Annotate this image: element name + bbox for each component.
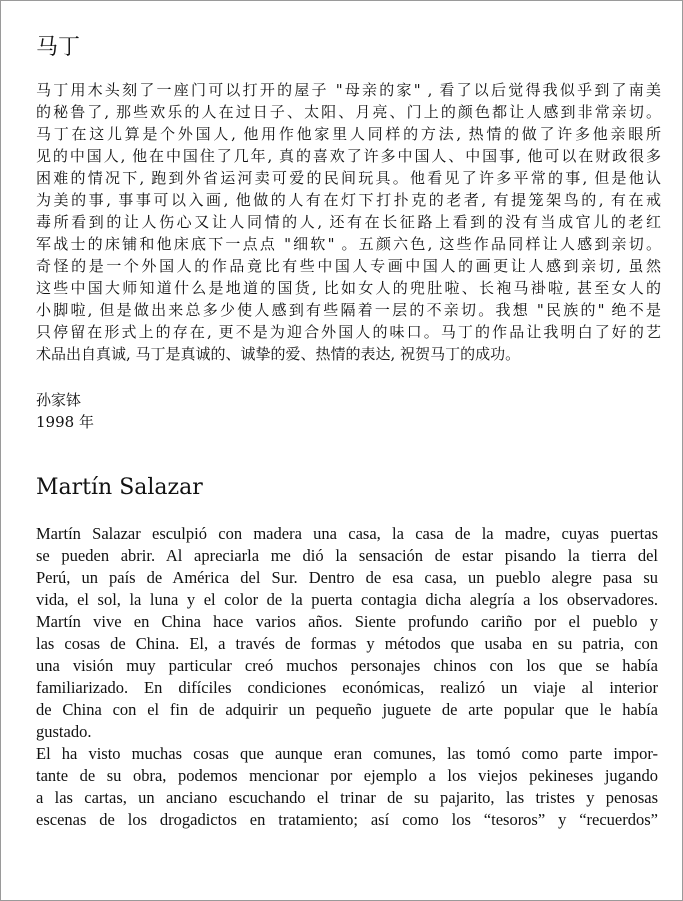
spanish-text-line: las cosas de China. El, a través de formas y métodos que usaba en su patria, con	[36, 634, 658, 653]
spanish-text-line: a las cartas, un anciano escuchando el trinar de su pajarito, las tristes y penosas	[36, 788, 658, 807]
spanish-text-line: escenas de los drogadictos en tratamiento; así como los “tesoros” y “recuerdos”	[36, 810, 658, 829]
chinese-text-line: 为美的事, 事事可以入画, 他做的人有在灯下打扑克的老者, 有提笼架鸟的, 有在戒	[36, 191, 661, 209]
signature-date: 1998 年	[36, 413, 94, 431]
spanish-text-line: Martín vive en China hace varios años. Siente profundo cariño por el pueblo y	[36, 612, 658, 631]
chinese-text-line: 见的中国人, 他在中国住了几年, 真的喜欢了许多中国人、中国事, 他可以在财政很多	[36, 147, 661, 165]
chinese-text-line: 这些中国大师知道什么是地道的国货, 比如女人的兜肚啦、长袍马褂啦, 甚至女人的	[36, 279, 661, 297]
chinese-text-line: 奇怪的是一个外国人的作品竟比有些中国人专画中国人的画更让人感到亲切, 虽然	[36, 257, 661, 275]
chinese-text-line: 马丁用木头刻了一座门可以打开的屋子 "母亲的家" , 看了以后觉得我似乎到了南美	[36, 81, 661, 99]
spanish-text-line: El ha visto muchas cosas que aunque eran comunes, las tomó como parte impor-	[36, 744, 658, 763]
chinese-text-line: 小脚啦, 但是做出来总多少使人感到有些隔着一层的不亲切。我想 "民族的" 绝不是	[36, 301, 661, 319]
spanish-paragraph	[36, 523, 658, 831]
chinese-signature	[36, 389, 94, 433]
spanish-text-line: vida, el sol, la luna y el color de la puerta contagia dicha alegría a los observadores.	[36, 590, 658, 609]
chinese-text-line: 的秘鲁了, 那些欢乐的人在过日子、太阳、月亮、门上的颜色都让人感到非常亲切。	[36, 103, 661, 121]
spanish-text-line: familiarizado. En difíciles condiciones económicas, realizó un viaje al interior	[36, 678, 658, 697]
spanish-text-line: se pueden abrir. Al apreciarla me dió la sensación de estar pisando la tierra del	[36, 546, 658, 565]
spanish-text-line: tante de su obra, podemos mencionar por ejemplo a los viejos pekineses jugando	[36, 766, 658, 785]
chinese-paragraph	[36, 79, 661, 365]
spanish-title: Martín Salazar	[36, 475, 203, 500]
chinese-text-line: 只停留在形式上的存在, 更不是为迎合外国人的味口。马丁的作品让我明白了好的艺	[36, 323, 661, 341]
chinese-text-line: 马丁在这儿算是个外国人, 他用作他家里人同样的方法, 热情的做了许多他亲眼所	[36, 125, 661, 143]
author-name: 孙家钵	[36, 391, 82, 409]
spanish-text-line: Perú, un país de América del Sur. Dentro de esa casa, un pueblo alegre pasa su	[36, 568, 658, 587]
chinese-text-line: 困难的情况下, 跑到外省运河卖可爱的民间玩具。他看见了许多平常的事, 但是他认	[36, 169, 661, 187]
spanish-text-line: Martín Salazar esculpió con madera una casa, la casa de la madre, cuyas puertas	[36, 524, 658, 543]
chinese-text-line: 术品出自真诚, 马丁是真诚的、诚挚的爱、热情的表达, 祝贺马丁的成功。	[36, 345, 521, 363]
spanish-text-line: de China con el fin de adquirir un pequeño juguete de arte popular que le había	[36, 700, 658, 719]
spanish-text-line: gustado.	[36, 722, 92, 741]
spanish-text-line: una visión muy particular creó muchos personajes chinos con los que se había	[36, 656, 658, 675]
chinese-text-line: 军战士的床铺和他床底下一点点 "细软" 。五颜六色, 这些作品同样让人感到亲切。	[36, 235, 661, 253]
chinese-title: 马丁	[36, 35, 81, 60]
chinese-text-line: 毒所看到的让人伤心又让人同情的人, 还有在长征路上看到的没有当成官儿的老红	[36, 213, 661, 231]
